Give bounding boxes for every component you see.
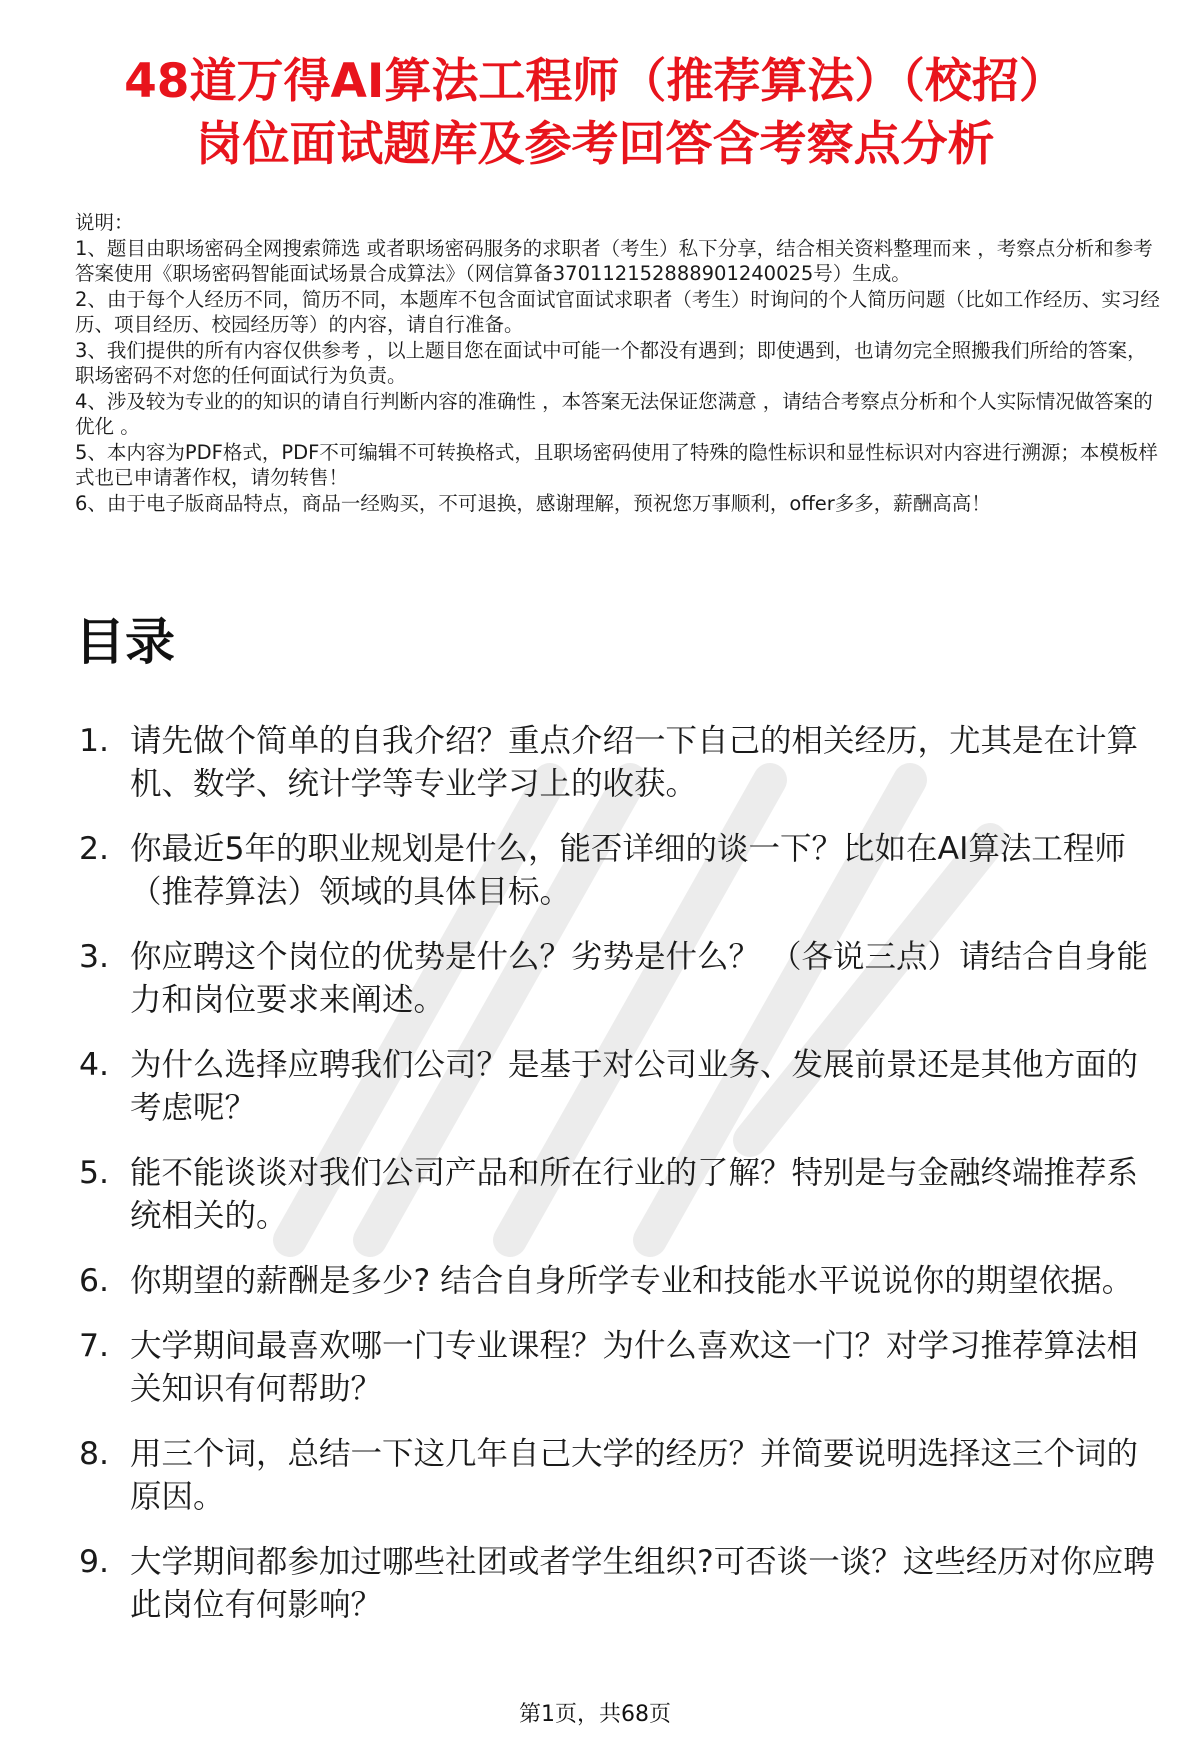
toc-item-text: 能不能谈谈对我们公司产品和所在行业的了解？特别是与金融终端推荐系统相关的。 — [130, 1155, 1139, 1234]
toc-item[interactable] — [75, 1541, 1165, 1627]
notes-section — [75, 210, 1165, 516]
toc-item-number: 4. — [79, 1047, 110, 1083]
toc-item-number: 8. — [79, 1436, 110, 1472]
toc-item-text: 请先做个简单的自我介绍？重点介绍一下自己的相关经历，尤其是在计算机、数学、统计学等专业学习上的收获。 — [130, 723, 1139, 802]
note-item: 3、我们提供的所有内容仅供参考 ，以上题目您在面试中可能一个都没有遇到；即使遇到，也请勿完全照搬我们所给的答案，职场密码不对您的任何面试行为负责。 — [75, 338, 1147, 387]
toc-item-number: 7. — [79, 1328, 110, 1364]
toc-item-text: 大学期间都参加过哪些社团或者学生组织?可否谈一谈？这些经历对你应聘此岗位有何影响？ — [130, 1544, 1155, 1623]
toc-item[interactable] — [75, 1044, 1165, 1130]
toc-item[interactable] — [75, 1260, 1165, 1303]
note-item: 1、题目由职场密码全网搜索筛选 或者职场密码服务的求职者（考生）私下分享，结合相关资料整理而来 ，考察点分析和参考答案使用《职场密码智能面试场景合成算法》（网信算备370112152888901240025号）生成。 — [75, 236, 1153, 285]
toc-item-number: 3. — [79, 939, 110, 975]
toc-list — [75, 720, 1165, 1649]
title-line-1: 48道万得AI算法工程师（推荐算法）（校招） — [124, 54, 1066, 109]
notes-heading: 说明： — [75, 211, 134, 234]
toc-item-number: 1. — [79, 723, 110, 759]
toc-item-number: 9. — [79, 1544, 110, 1580]
toc-item-text: 用三个词，总结一下这几年自己大学的经历？并简要说明选择这三个词的原因。 — [130, 1436, 1139, 1515]
toc-item[interactable] — [75, 720, 1165, 806]
note-item: 5、本内容为PDF格式，PDF不可编辑不可转换格式，且职场密码使用了特殊的隐性标识和显性标识对内容进行溯源；本模板样式也已申请著作权，请勿转售！ — [75, 440, 1158, 489]
toc-heading: 目录 — [75, 613, 175, 671]
toc-item-number: 6. — [79, 1263, 110, 1299]
toc-item-number: 5. — [79, 1155, 110, 1191]
title-line-2: 岗位面试题库及参考回答含考察点分析 — [195, 117, 995, 172]
toc-item-number: 2. — [79, 831, 110, 867]
page-footer: 第1页，共68页 — [519, 1702, 671, 1727]
note-item: 2、由于每个人经历不同，简历不同，本题库不包含面试官面试求职者（考生）时询问的个人简历问题（比如工作经历、实习经历、项目经历、校园经历等）的内容，请自行准备。 — [75, 287, 1160, 336]
toc-item-text: 为什么选择应聘我们公司？是基于对公司业务、发展前景还是其他方面的考虑呢？ — [130, 1047, 1139, 1126]
toc-item-text: 大学期间最喜欢哪一门专业课程？为什么喜欢这一门？对学习推荐算法相关知识有何帮助？ — [130, 1328, 1139, 1407]
toc-item[interactable] — [75, 936, 1165, 1022]
toc-item[interactable] — [75, 1152, 1165, 1238]
toc-item[interactable] — [75, 1433, 1165, 1519]
toc-item[interactable] — [75, 828, 1165, 914]
note-item: 4、涉及较为专业的的知识的请自行判断内容的准确性 ，本答案无法保证您满意 ，请结合考察点分析和个人实际情况做答案的优化 。 — [75, 389, 1153, 438]
toc-item-text: 你最近5年的职业规划是什么，能否详细的谈一下？比如在AI算法工程师（推荐算法）领域的具体目标。 — [130, 831, 1126, 910]
toc-item-text: 你期望的薪酬是多少? 结合自身所学专业和技能水平说说你的期望依据。 — [130, 1263, 1134, 1299]
toc-item[interactable] — [75, 1325, 1165, 1411]
note-item: 6、由于电子版商品特点，商品一经购买，不可退换，感谢理解，预祝您万事顺利，offer多多，薪酬高高！ — [75, 491, 991, 515]
document-title — [40, 50, 1150, 176]
toc-item-text: 你应聘这个岗位的优势是什么？劣势是什么？ （各说三点）请结合自身能力和岗位要求来阐述。 — [130, 939, 1149, 1018]
